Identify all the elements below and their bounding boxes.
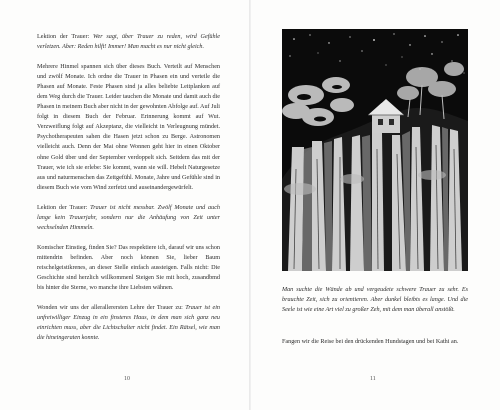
left-page-text: [37, 32, 220, 343]
right-body-paragraph: Fangen wir die Reise bei den drückenden Hundstagen und bei Kathi an.: [282, 339, 459, 345]
left-paragraph: [37, 243, 220, 293]
left-paragraph: [37, 203, 220, 233]
emphasis-text: Wer sagt, über Trauer zu reden, wird Gefühle verletzen. Aber: Reden hilft! Immer! Man macht es nur nicht gleich.: [37, 34, 220, 51]
body-text: Wonden wir uns der allerallerersten Lehre der Trauer zu:: [37, 305, 186, 312]
body-text: Lektion der Trauer:: [37, 34, 93, 40]
page-number-right: 11: [370, 376, 376, 382]
moonlit-waterfall-house-illustration: [282, 29, 468, 271]
left-paragraph: [37, 32, 220, 52]
emphasis-text: Trauer ist ein unfreiwilliger Einzug in ein finsteres Haus, in dem man sich ganz neu einrichten muss, aber die Lichtschalter nicht findet. Ein Rätsel, wie man die hineingeraten konnte.: [37, 305, 220, 342]
left-paragraph: [37, 303, 220, 343]
right-page: [251, 0, 500, 410]
emphasis-text: Trauer ist nicht messbar. Zwölf Monate und auch lange kein Trauerjahr, sondern nur die Anhäufung von Zeit unter wechselnden Himmeln.: [37, 204, 220, 231]
right-page-body: [282, 337, 468, 347]
left-page: [0, 0, 249, 410]
body-text: Lektion der Trauer:: [37, 204, 91, 211]
illustration-caption: [282, 285, 468, 315]
left-paragraph: [37, 62, 220, 193]
page-number-left: 10: [124, 376, 130, 382]
body-text: Komischer Einstieg, finden Sie? Das respektiere ich, darauf wir uns schon mittendrin befinden. Aber noch können Sie, lieber Baum reischelgeistikrenes, an dieser Stelle einfach aussteigen. Falls nicht: Die Geschichte sind herzlich willkommenl Steigen Sie mit hoch, zusandbmd bis hinter die Sterne, wo manche ihre Liebsten wähnen.: [37, 244, 220, 292]
caption-text: Man suchte die Wände ab und vergeudete schwere Trauer zu sehr. Es brauchte Zeit, sich zu orientieren. Aber dunkel bleibts es lange. Und die Seele ist wie eine Art viel zu großer Zeh, mit dem man überall anstößt.: [282, 287, 468, 314]
body-text: Mehrere Hinmel spannen sich über dieses Buch. Verteilt auf Menschen und zwölf Monate. Ich ordne die Trauer in Phasen ein und verteile die Phasen auf Monate. Feste Phasen sind ja alles beliebte Leitplanken auf dem Weg durch die Trauer. Leider tauchen die Monate und damit auch die Phasen in meinem Buch aber nicht in der gewohnten Abfolge auf. Auf Juli folgt in diesem Buch der Februar. Erinnerung kommt auf Wut. Verzweiflung folgt auf Akzeptanz, die vielleicht in Verleugnung mündet. Psychotherapeuten sahen die Hasen jetzt schon zu Berge. Astronomen vielleicht auch. Denn der Mai ohne Wonnen geht hier in einen Oktober ohne Gold über und der September verdoppelt sich. Seitdem das mit der Trauer, wie ich sie erlebe: Sie kommt, wann sie will. Hebelt Naturgesetze aus und naturmenschen das Zeitgefühl. Monate, Jahre und Gefühle sind in diesem Buch wie vom Wind zerfetzt und auseinandergewürfelt.: [37, 64, 220, 191]
